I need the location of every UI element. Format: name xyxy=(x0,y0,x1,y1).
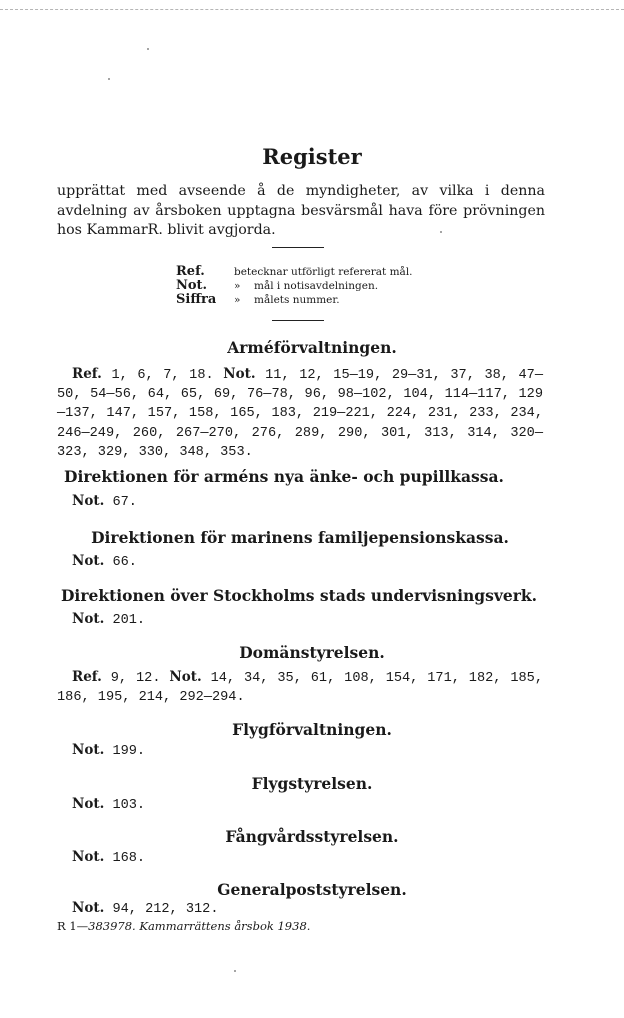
section-heading: Arméförvaltningen. xyxy=(227,338,397,357)
not-label: Not. xyxy=(72,796,105,812)
footer-code: R 1— xyxy=(57,919,89,933)
ref-label: Ref. xyxy=(72,366,102,382)
section-heading: Direktionen för marinens familjepensionskassa. xyxy=(91,528,509,547)
section-entries xyxy=(57,610,558,630)
not-label: Not. xyxy=(72,553,105,569)
ref-label: Ref. xyxy=(72,669,102,685)
case-numbers: 201. xyxy=(104,613,146,628)
not-label: Not. xyxy=(72,493,105,509)
page-title: Register xyxy=(262,144,362,169)
printer-footer xyxy=(57,919,310,933)
not-label: Not. xyxy=(72,742,105,758)
intro-paragraph: upprättat med avseende å de myndigheter, av vilka i denna avdelning av årsboken upptagna besvärsmål hava före prövningen hos KammarR. blivit avgjorda. xyxy=(57,183,545,238)
section-heading: Flygstyrelsen. xyxy=(251,774,373,793)
section-heading: Direktionen för arméns nya änke- och pupillkassa. xyxy=(64,467,504,486)
section-entries xyxy=(57,365,543,462)
ditto-mark: » xyxy=(234,294,241,306)
section-heading: Generalpoststyrelsen. xyxy=(217,880,407,899)
ditto-mark: » xyxy=(234,280,241,292)
case-numbers: 11, 12, 15—19, 29—31, 37, 38, 47—50, 54—56, 64, 65, 69, 76—78, 96, 98—102, 104, 114—117, 129—137, 147, 157, 158, 165, 183, 219—221, 224, 231, 233, 234, 246—249, 260, 267—270, 276, 289, 290, 301, 313, 314, 320—323, 329, 330, 348, 353. xyxy=(57,368,543,460)
legend-text: betecknar utförligt refererat mål. xyxy=(234,266,413,278)
footer-text: 383978. Kammarrättens årsbok 1938. xyxy=(88,919,311,933)
case-numbers: 1, 6, 7, 18. xyxy=(101,368,224,383)
case-numbers: 168. xyxy=(104,851,146,866)
scan-speck xyxy=(147,48,149,50)
not-label: Not. xyxy=(72,611,105,627)
section-heading: Domänstyrelsen. xyxy=(239,643,385,662)
case-numbers: 199. xyxy=(104,744,146,759)
legend-key: Ref. xyxy=(176,264,205,279)
case-numbers: 66. xyxy=(104,555,137,570)
section-entries xyxy=(57,899,558,919)
section-entries xyxy=(57,741,558,761)
not-label: Not. xyxy=(223,366,256,382)
section-entries xyxy=(57,492,558,512)
section-heading: Direktionen över Stockholms stads undervisningsverk. xyxy=(60,586,537,605)
case-numbers: 14, 34, 35, 61, 108, 154, 171, 182, 185, 186, 195, 214, 292—294. xyxy=(57,671,543,706)
legend-text: mål i notisavdelningen. xyxy=(254,280,379,292)
section-entries xyxy=(57,795,558,815)
section-entries xyxy=(57,848,558,868)
legend-row xyxy=(176,293,413,307)
case-numbers: 103. xyxy=(104,798,146,813)
scan-speck xyxy=(108,78,110,80)
divider xyxy=(272,320,324,321)
legend-text: målets nummer. xyxy=(254,294,340,306)
section-entries xyxy=(57,552,558,572)
legend-key: Not. xyxy=(176,278,208,293)
section-entries xyxy=(57,668,543,707)
divider xyxy=(272,247,324,248)
scan-speck xyxy=(234,970,236,972)
legend-key: Siffra xyxy=(176,292,217,307)
scan-edge-dashes xyxy=(0,9,624,10)
legend-row xyxy=(176,279,413,293)
legend-row xyxy=(176,265,413,279)
section-heading: Flygförvaltningen. xyxy=(232,720,392,739)
case-numbers: 67. xyxy=(104,495,137,510)
case-numbers: 94, 212, 312. xyxy=(104,902,219,917)
not-label: Not. xyxy=(169,669,202,685)
legend xyxy=(176,265,413,307)
case-numbers: 9, 12. xyxy=(101,671,170,686)
section-heading: Fångvårdsstyrelsen. xyxy=(225,827,399,846)
not-label: Not. xyxy=(72,849,105,865)
not-label: Not. xyxy=(72,900,105,916)
